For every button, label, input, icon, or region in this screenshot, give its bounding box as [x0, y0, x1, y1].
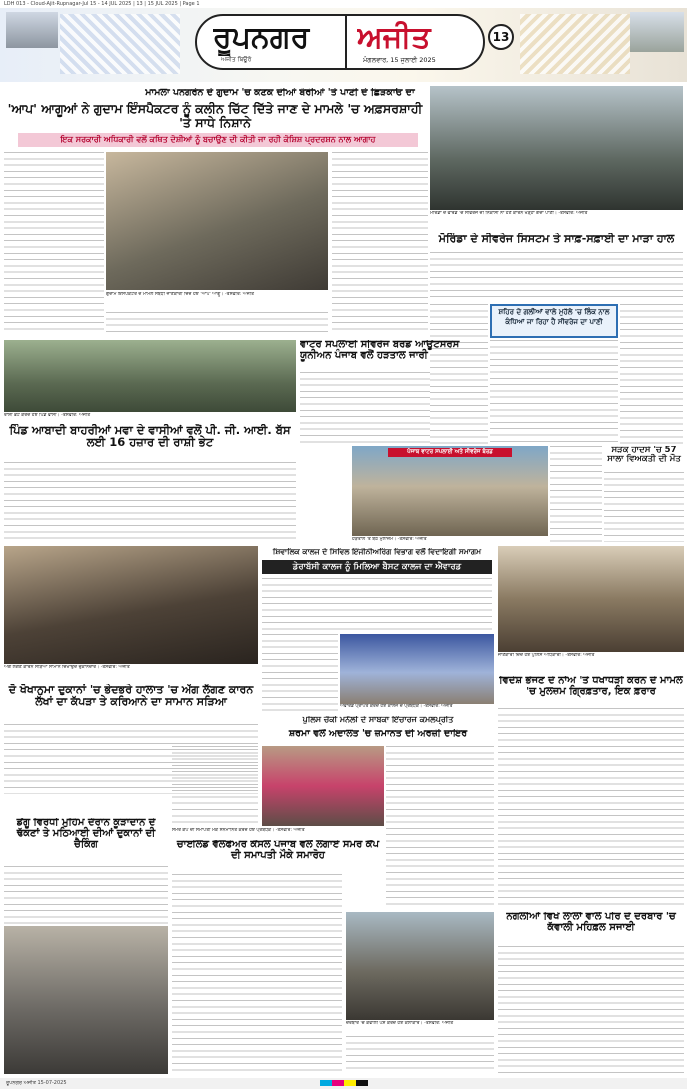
morinda-text-top	[430, 252, 683, 302]
masthead-frame	[195, 14, 485, 70]
dengue-photo	[4, 926, 168, 1074]
morinda-photo	[430, 86, 683, 210]
masthead-pattern-left	[60, 14, 180, 74]
child-welfare-headline: ਚਾਈਲਡ ਵੈੱਲਫੇਅਰ ਕੌਂਸਲ ਪੰਜਾਬ ਵਲੋਂ ਲਗਾਏ ਸਮਰ ਕੈਂਪ ਦੀ ਸਮਾਪਤੀ ਮੌਕੇ ਸਮਾਰੋਹ	[176, 840, 380, 861]
police-photo-caption: ਜਾਣਕਾਰੀ ਦਿੰਦੇ ਹੋਏ ਪੁਲਿਸ ਅਧਿਕਾਰੀ। -ਤਸਵੀਰ: ਅਜੀਤ	[498, 653, 595, 658]
lead-column-3	[332, 152, 428, 330]
morinda-pull-quote: ਸ਼ਹਿਰ ਦੇ ਗਲੀਆਂ ਵਾਲੇ ਮੁਹੱਲੇ 'ਚ ਲਿੰਕ ਨਾਲ ਕੰਧਿਆਂ ਜਾ ਰਿਹਾ ਹੈ ਸੀਵਰੇਜ ਦਾ ਪਾਣੀ	[490, 304, 618, 338]
college-headline: ਡੇਰਾਬੱਸੀ ਕਾਲਜ ਨੂੰ ਮਿਲਿਆ ਬੈਸਟ ਕਾਲਜ ਦਾ ਐਵਾਰਡ	[262, 560, 492, 574]
morinda-col-a	[430, 304, 488, 444]
fire-headline: ਦੋ ਖੋਖਾਨੁਮਾ ਦੁਕਾਨਾਂ 'ਚ ਭੇਦਭਰੇ ਹਾਲਾਤ 'ਚ ਅੱਗ ਲੱਗਣ ਕਾਰਨ ਲੱਖਾਂ ਦਾ ਕੱਪੜਾ ਤੇ ਕਰਿਆਨੇ ਦਾ ਸਾਮਾਨ ਸੜਿਆ	[8, 684, 254, 708]
lead-kicker: ਮਾਮਲਾ ਪਨਗਰੇਨ ਦੇ ਗੁਦਾਮ 'ਚ ਕਣਕ ਦੀਆਂ ਬੋਰੀਆਂ 'ਤੇ ਪਾਣੀ ਦੇ ਛਿੜਕਾਓ ਦਾ	[145, 88, 415, 98]
masthead-city: ਰੂਪਨਗਰ	[213, 20, 310, 55]
page-number-badge: 13	[488, 24, 514, 50]
police-station-kicker: ਪੁਲਿਸ ਚੌਕੀ ਮਨੌਲੀ ਦੇ ਸਾਬਕਾ ਇੰਚਾਰਜ ਕਮਲਪ੍ਰੀਤ	[302, 716, 454, 724]
child-welfare-photo	[262, 746, 384, 826]
police-station-text	[386, 746, 494, 910]
fire-photo	[4, 546, 258, 664]
morinda-headline: ਮੋਰਿੰਡਾ ਦੇ ਸੀਵਰੇਜ ਸਿਸਟਮ ਤੇ ਸਾਫ਼-ਸਫ਼ਾਈ ਦਾ ਮਾੜਾ ਹਾਲ	[438, 233, 675, 245]
college-photo	[340, 634, 494, 704]
footer-slug: ਰੂਪਨਗਰ ਅਜੀਤ 15-07-2025	[6, 1080, 67, 1086]
footer-strip	[0, 1078, 687, 1089]
pgi-photo-caption: ਰਾਸ਼ੀ ਭੇਟ ਕਰਦੇ ਹੋਏ ਪਿੰਡ ਵਾਸੀ। -ਤਸਵੀਰ: ਅਜੀਤ	[4, 413, 91, 418]
strike-photo	[352, 446, 548, 536]
lead-strap: ਇਕ ਸਰਕਾਰੀ ਅਧਿਕਾਰੀ ਵਲੋਂ ਕਥਿਤ ਦੋਸ਼ੀਆਂ ਨੂੰ ਬਚਾਉਣ ਦੀ ਕੀਤੀ ਜਾ ਰਹੀ ਕੋਸ਼ਿਸ਼ ਪ੍ਰਦਰਸ਼ਨ ਨਾਲ ਆਗਾਹ	[18, 133, 418, 147]
police-headline: ਵਿਦੇਸ਼ ਭੇਜਣ ਦੇ ਨਾਂਅ 'ਤੇ ਧੋਖਾਧੜੀ ਕਰਨ ਦੇ ਮਾਮਲੇ 'ਚ ਮੁਲਜ਼ਮ ਗ੍ਰਿਫ਼ਤਾਰ, ਇਕ ਫ਼ਰਾਰ	[499, 676, 683, 697]
print-slug: LDH 013 - Cloud-Ajit-Rupnagar-Jul 15 - 14 JUL 2025 | 13 | 15 JUL 2025 | Page 1	[4, 1, 200, 7]
qawwali-text-2	[346, 1036, 494, 1074]
masthead-paper-name: ਅਜੀਤ	[357, 20, 431, 55]
brief-text	[604, 472, 684, 542]
masthead	[0, 8, 687, 82]
masthead-pattern-right	[520, 14, 630, 74]
dengue-headline: ਡੇਂਗੂ ਵਿਰੋਧੀ ਮੁਹਿੰਮ ਦੌਰਾਨ ਕੂੜਾਦਾਨ ਦੇ ਢੱਕਣਾਂ ਤੇ ਮਠਿਆਈ ਦੀਆਂ ਦੁਕਾਨਾਂ ਦੀ ਚੈਕਿੰਗ	[16, 818, 156, 850]
qawwali-text	[498, 946, 684, 1074]
pgi-photo	[4, 340, 296, 412]
morinda-col-c	[620, 304, 683, 444]
dengue-text	[4, 866, 168, 924]
morinda-photo-caption: ਮੋਰਿੰਡਾ ਦੇ ਵਾਰਡ 'ਚ ਸੀਵਰੇਜ ਦੀ ਨਿਕਾਸੀ ਨਾ ਹੋਣ ਕਾਰਨ ਖੜ੍ਹਾ ਗੰਦਾ ਪਾਣੀ। -ਤਸਵੀਰ: ਅਜੀਤ	[430, 211, 588, 216]
college-photo-caption: ਐਵਾਰਡ ਪ੍ਰਾਪਤ ਕਰਦੇ ਹੋਏ ਕਾਲਜ ਦੇ ਪ੍ਰਬੰਧਕ। -ਤਸਵੀਰ: ਅਜੀਤ	[340, 704, 453, 709]
masthead-divider	[345, 16, 347, 68]
masthead-date: ਮੰਗਲਵਾਰ, 15 ਜੁਲਾਈ 2025	[363, 56, 436, 64]
college-text	[262, 578, 492, 632]
strike-headline: ਵਾਟਰ ਸਪਲਾਈ ਸੀਵਰੇਜ ਬੋਰਡ ਆਊਟਸੋਰਸ ਯੂਨੀਅਨ ਪੰਜਾਬ ਵਲੋਂ ਹੜਤਾਲ ਜਾਰੀ	[300, 340, 460, 361]
lead-photo-caption: ਗੁਦਾਮ ਇੰਸਪੈਕਟਰ ਦੇ ਮਾਮਲੇ ਸੰਬੰਧੀ ਜਾਣਕਾਰੀ ਦਿੰਦੇ ਹੋਏ 'ਆਪ' ਆਗੂ। -ਤਸਵੀਰ: ਅਜੀਤ	[106, 292, 255, 297]
qawwali-photo	[346, 912, 494, 1020]
qawwali-photo-caption: ਦਰਬਾਰ 'ਚ ਕੱਵਾਲੀ ਪੇਸ਼ ਕਰਦੇ ਹੋਏ ਕਲਾਕਾਰ। -ਤਸਵੀਰ: ਅਜੀਤ	[346, 1021, 454, 1026]
color-registration-bar	[320, 1080, 368, 1086]
masthead-tagline: ਅਜੀਤ ਬਿਊਰੋ	[221, 56, 252, 63]
child-welfare-text	[172, 874, 342, 1074]
masthead-left-photo	[6, 12, 58, 48]
police-station-headline: ਸ਼ਰਮਾ ਵਲੋਂ ਅਦਾਲਤ 'ਚ ਜ਼ਮਾਨਤ ਦੀ ਅਰਜ਼ੀ ਦਾਇਰ	[288, 729, 468, 739]
police-text	[498, 708, 684, 908]
fire-photo-caption: ਅੱਗ ਲੱਗਣ ਕਾਰਨ ਸੜਿਆ ਸਾਮਾਨ ਦਿਖਾਉਂਦੇ ਦੁਕਾਨਦਾਰ। -ਤਸਵੀਰ: ਅਜੀਤ	[4, 665, 130, 670]
college-kicker: ਸ਼ਿਵਾਲਿਕ ਕਾਲਜ ਦੇ ਸਿਵਿਲ ਇੰਜੀਨੀਅਰਿੰਗ ਵਿਭਾਗ ਵਲੋਂ ਵਿਦਾਇਗੀ ਸਮਾਗਮ	[272, 548, 482, 556]
college-text-2	[262, 634, 338, 714]
pgi-text	[4, 462, 296, 542]
strike-text	[300, 372, 430, 444]
qawwali-headline: ਨਗਲੀਆਂ ਵਿਖੇ ਲਾਲਾਂ ਵਾਲੇ ਪੀਰ ਦੇ ਦਰਬਾਰ 'ਚ ਕੱਵਾਲੀ ਮਹਿਫ਼ਲ ਸਜਾਈ	[506, 912, 676, 933]
morinda-col-b	[490, 340, 618, 444]
pgi-headline: ਪਿੰਡ ਆਬਾਦੀ ਬਾਹਰੀਆਂ ਮਵਾ ਦੇ ਵਾਸੀਆਂ ਵਲੋਂ ਪੀ. ਜੀ. ਆਈ. ਬੱਸ ਲਈ 16 ਹਜ਼ਾਰ ਦੀ ਰਾਸ਼ੀ ਭੇਟ	[9, 424, 291, 450]
strike-text-col2	[550, 446, 602, 542]
lead-column-2	[106, 312, 328, 332]
strike-photo-caption: ਹੜਤਾਲ 'ਤੇ ਬੈਠੇ ਮੁਲਾਜ਼ਮ। -ਤਸਵੀਰ: ਅਜੀਤ	[352, 537, 427, 542]
child-welfare-photo-caption: ਸਮਰ ਕੈਂਪ ਦੀ ਸਮਾਪਤੀ ਮੌਕੇ ਸਨਮਾਨਿਤ ਕਰਦੇ ਹੋਏ ਪ੍ਰਬੰਧਕ। -ਤਸਵੀਰ: ਅਜੀਤ	[172, 828, 305, 833]
lead-headline: 'ਆਪ' ਆਗੂਆਂ ਨੇ ਗੁਦਾਮ ਇੰਸਪੈਕਟਰ ਨੂੰ ਕਲੀਨ ਚਿੱਟ ਦਿੱਤੇ ਜਾਣ ਦੇ ਮਾਮਲੇ 'ਚ ਅਫ਼ਸਰਸ਼ਾਹੀ 'ਤੇ ਸਾਧੇ ਨਿਸ਼ਾਨੇ	[7, 102, 423, 130]
fire-text-2	[172, 746, 258, 828]
masthead-right-photo	[630, 12, 684, 52]
police-photo	[498, 546, 684, 652]
lead-photo	[106, 152, 328, 290]
lead-column-1	[4, 152, 104, 330]
strike-banner: ਪੰਜਾਬ ਵਾਟਰ ਸਪਲਾਈ ਅਤੇ ਸੀਵਰੇਜ ਬੋਰਡ	[388, 448, 512, 457]
brief-headline: ਸੜਕ ਹਾਦਸੇ 'ਚ 57 ਸਾਲਾ ਵਿਅਕਤੀ ਦੀ ਮੌਤ	[607, 446, 681, 465]
